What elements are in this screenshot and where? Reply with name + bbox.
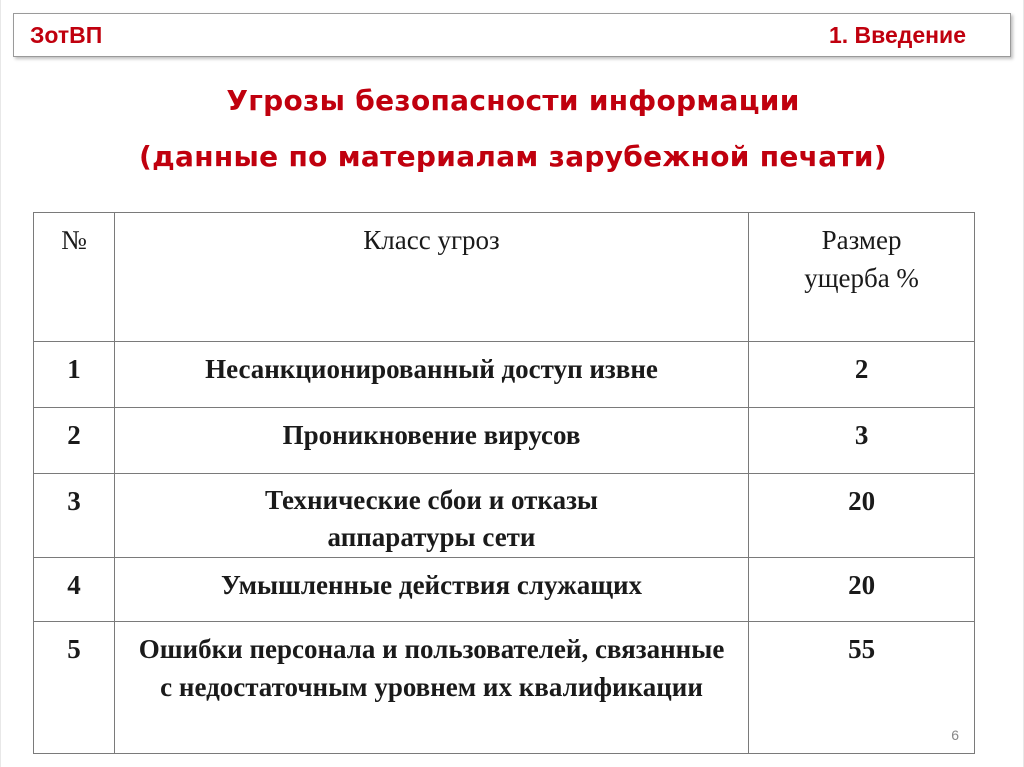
header-course-label: ЗотВП	[30, 22, 103, 48]
table-header-row	[34, 213, 975, 342]
cell-num: 3	[34, 474, 115, 558]
header-size	[749, 213, 975, 342]
cell-num: 5	[34, 622, 115, 754]
cell-class: Несанкционированный доступ извне	[114, 342, 748, 408]
cell-num: 1	[34, 342, 115, 408]
page-number: 6	[951, 727, 959, 743]
table-row	[34, 622, 975, 754]
table-row	[34, 408, 975, 474]
header-class: Класс угроз	[114, 213, 748, 342]
cell-num: 4	[34, 558, 115, 622]
threats-table	[33, 212, 975, 754]
header-size-text: Размер ущерба %	[804, 225, 919, 293]
header-bar	[13, 13, 1011, 57]
cell-size: 2	[749, 342, 975, 408]
table-row	[34, 474, 975, 558]
header-num: №	[34, 213, 115, 342]
cell-class-text: Ошибки персонала и пользователей, связанные с недостаточным уровнем их квалификации	[138, 634, 725, 702]
cell-size: 20	[749, 474, 975, 558]
cell-class: Умышленные действия служащих	[114, 558, 748, 622]
cell-size: 55	[749, 622, 975, 754]
cell-class	[114, 474, 748, 558]
cell-size: 3	[749, 408, 975, 474]
slide-subtitle: (данные по материалам зарубежной печати)	[139, 140, 887, 173]
cell-size: 20	[749, 558, 975, 622]
slide-title: Угрозы безопасности информации	[226, 84, 800, 117]
header-section-label: 1. Введение	[828, 22, 966, 48]
table-row	[34, 558, 975, 622]
table-row	[34, 342, 975, 408]
cell-class: Проникновение вирусов	[114, 408, 748, 474]
cell-num: 2	[34, 408, 115, 474]
cell-class	[114, 622, 748, 754]
cell-class-text: Технические сбои и отказы аппаратуры сети	[265, 485, 598, 552]
